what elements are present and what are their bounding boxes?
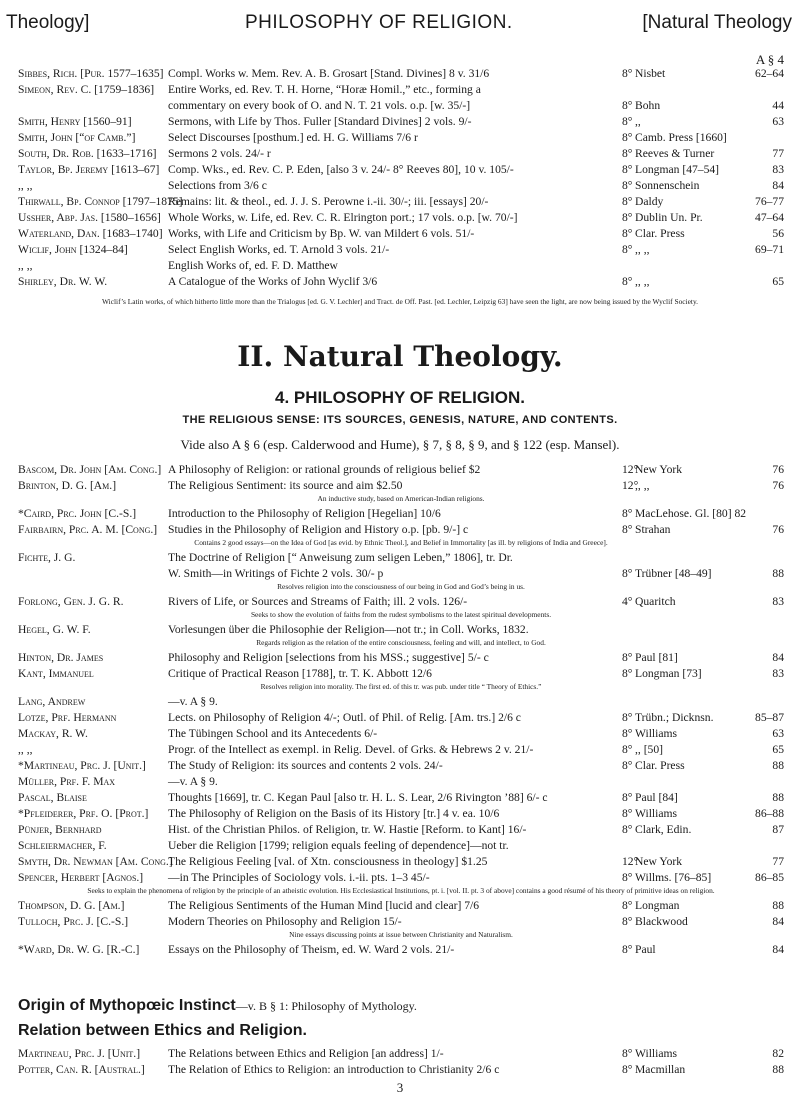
- entry-author: Fairbairn, Prc. A. M. [Cong.]: [18, 523, 158, 536]
- entry-publisher: Bohn: [635, 99, 661, 112]
- entry-author: Bascom, Dr. John [Am. Cong.]: [18, 463, 162, 476]
- entry-author: Thirwall, Bp. Connop [1797–1875]: [18, 195, 183, 208]
- entry-format: 12°: [622, 855, 639, 868]
- bibliography-entry: [18, 650, 784, 666]
- entry-author: Sibbes, Rich. [Pur. 1577–1635]: [18, 67, 164, 80]
- bibliography-entry: [18, 566, 784, 582]
- entry-format: 8°: [622, 807, 633, 820]
- top-entries: [18, 66, 784, 290]
- origin-ref: —v. B § 1: Philosophy of Mythology.: [235, 999, 417, 1013]
- entry-title: commentary on every book of O. and N. T. 21 vols. o.p. [w. 35/-]: [168, 99, 471, 112]
- entry-author: Potter, Can. R. [Austral.]: [18, 1063, 145, 1076]
- entry-title: Vorlesungen über die Philosophie der Religion—not tr.; in Coll. Works, 1832.: [168, 623, 529, 636]
- entry-title: Studies in the Philosophy of Religion and History o.p. [pb. 9/-] c: [168, 523, 469, 536]
- entry-format: 8°: [622, 179, 633, 192]
- entry-date: 84: [772, 915, 784, 928]
- entry-title: —in The Principles of Sociology vols. i.-ii. pts. 1–3 45/-: [168, 871, 430, 884]
- annotation-note: Seeks to explain the phenomena of religion by the principle of an atheistic evolution. His Ecclesiastical Institutions, pt. i. [vol. II. pt. 3 of above] contains a good résumé of his theory of primitive ideas on religion.: [87, 886, 715, 895]
- entry-format: 12°: [622, 463, 639, 476]
- entry-title: Philosophy and Religion [selections from his MSS.; suggestive] 5/- c: [168, 651, 489, 664]
- entry-author: Hegel, G. W. F.: [18, 623, 91, 636]
- entry-author: Simeon, Rev. C. [1759–1836]: [18, 83, 155, 96]
- entry-format: 8°: [622, 899, 633, 912]
- entry-format: 8°: [622, 651, 633, 664]
- entry-date: 88: [772, 791, 784, 804]
- entry-author: ,, ,,: [18, 179, 33, 192]
- entry-format: 8°: [622, 1047, 633, 1060]
- entry-date: 84: [772, 179, 784, 192]
- bibliography-entry: [18, 82, 784, 98]
- entry-publisher: Williams: [635, 1047, 678, 1060]
- entry-title: The Relations between Ethics and Religion [an address] 1/-: [168, 1047, 444, 1060]
- origin-heading: [18, 997, 417, 1015]
- bibliography-entry: [18, 854, 784, 870]
- entry-title: The Relation of Ethics to Religion: an introduction to Christianity 2/6 c: [168, 1063, 500, 1076]
- annotation-note: Resolves religion into the consciousness of our being in God and God’s being in us.: [277, 582, 525, 591]
- bibliography-entry: [18, 66, 784, 82]
- entry-author: Mackay, R. W.: [18, 727, 88, 740]
- bibliography-entry: [18, 870, 784, 886]
- entry-format: 8°: [622, 523, 633, 536]
- entry-author: Tulloch, Prc. J. [C.-S.]: [18, 915, 129, 928]
- entry-title: The Religious Sentiment: its source and aim $2.50: [168, 479, 403, 492]
- bibliography-entry: [18, 98, 784, 114]
- entry-date: 69–71: [755, 243, 784, 256]
- bibliography-entry: [18, 1062, 784, 1078]
- entry-publisher: New York: [635, 855, 683, 868]
- entry-publisher: Macmillan: [635, 1063, 686, 1076]
- entry-author: *Martineau, Prc. J. [Unit.]: [18, 759, 146, 772]
- entry-author: Thompson, D. G. [Am.]: [18, 899, 125, 912]
- entry-format: 8°: [622, 99, 633, 112]
- entry-date: 83: [772, 667, 784, 680]
- entry-title: W. Smith—in Writings of Fichte 2 vols. 30/- p: [168, 567, 384, 580]
- entry-publisher: Paul [81]: [635, 651, 678, 664]
- bibliography-entry: [18, 774, 784, 790]
- entry-date: 76–77: [755, 195, 784, 208]
- entry-format: 8°: [622, 195, 633, 208]
- bibliography-entry: [18, 942, 784, 958]
- entry-author: Smyth, Dr. Newman [Am. Cong.]: [18, 855, 173, 868]
- entry-format: 8°: [622, 915, 633, 928]
- entry-date: 86–88: [755, 807, 784, 820]
- bibliography-entry: [18, 1046, 784, 1062]
- vide-also: Vide also A § 6 (esp. Calderwood and Hume), § 7, § 8, § 9, and § 122 (esp. Mansel).: [180, 437, 620, 452]
- entry-title: Introduction to the Philosophy of Religion [Hegelian] 10/6: [168, 507, 441, 520]
- entry-date: 62–64: [755, 67, 784, 80]
- section-title: 4. PHILOSOPHY OF RELIGION.: [274, 388, 525, 407]
- entry-title: Works, with Life and Criticism by Bp. W. van Mildert 6 vols. 51/-: [168, 227, 475, 240]
- bibliography-entry: [18, 914, 784, 930]
- bibliography-entry: [18, 162, 784, 178]
- entry-date: 47–64: [755, 211, 784, 224]
- bibliography-entry: [18, 594, 784, 610]
- entry-date: 77: [772, 855, 784, 868]
- entry-author: Kant, Immanuel: [18, 667, 94, 680]
- entry-publisher: ,, ,,: [635, 479, 650, 492]
- entry-format: 8°: [622, 147, 633, 160]
- entry-date: 76: [772, 463, 784, 476]
- wiclif-note: Wiclif’s Latin works, of which hitherto little more than the Trialogus [ed. G. V. Lechler] and Tract. de Off. Past. [ed. Lechler, Leipzig 63] have seen the light, are now being issued by the Wyclif Society.: [101, 297, 699, 306]
- entry-publisher: Longman: [635, 899, 680, 912]
- entry-title: Whole Works, w. Life, ed. Rev. C. R. Elrington port.; 17 vols. o.p. [w. 70/-]: [168, 211, 518, 224]
- entry-format: 8°: [622, 163, 633, 176]
- entry-title: Lects. on Philosophy of Religion 4/-; Outl. of Phil. of Relig. [Am. trs.] 2/6 c: [168, 711, 521, 724]
- entry-date: 86–85: [755, 871, 784, 884]
- bibliography-entry: [18, 622, 784, 638]
- entry-title: Entire Works, ed. Rev. T. H. Horne, “Horæ Homil.,” etc., forming a: [168, 83, 481, 96]
- entry-title: The Philosophy of Religion on the Basis of its History [tr.] 4 v. ea. 10/6: [168, 807, 500, 820]
- entry-format: 8°: [622, 131, 633, 144]
- entry-title: Ueber die Religion [1799; religion equals feeling of dependence]—not tr.: [168, 839, 509, 852]
- entry-publisher: Williams: [635, 727, 678, 740]
- entry-title: A Catalogue of the Works of John Wyclif 3/6: [168, 275, 378, 288]
- entry-author: Lang, Andrew: [18, 695, 86, 708]
- entry-author: Brinton, D. G. [Am.]: [18, 479, 117, 492]
- entry-publisher: Nisbet: [635, 67, 666, 80]
- entry-date: 63: [772, 115, 784, 128]
- bibliography-entry: [18, 274, 784, 290]
- entry-author: Hinton, Dr. James: [18, 651, 104, 664]
- entry-date: 44: [772, 99, 784, 112]
- bibliography-entry: [18, 790, 784, 806]
- entry-title: Essays on the Philosophy of Theism, ed. W. Ward 2 vols. 21/-: [168, 943, 455, 956]
- entry-title: Sermons, with Life by Thos. Fuller [Standard Divines] 2 vols. 9/-: [168, 115, 472, 128]
- bibliography-entry: [18, 210, 784, 226]
- entry-author: Martineau, Prc. J. [Unit.]: [18, 1047, 141, 1060]
- entry-format: 8°: [622, 243, 633, 256]
- header-center: PHILOSOPHY OF RELIGION.: [245, 12, 513, 33]
- entry-title: —v. A § 9.: [168, 695, 218, 708]
- entry-title: Select English Works, ed. T. Arnold 3 vols. 21/-: [168, 243, 390, 256]
- entry-format: 8°: [622, 1063, 633, 1076]
- entry-title: Critique of Practical Reason [1788], tr. T. K. Abbott 12/6: [168, 667, 432, 680]
- annotation-note: Seeks to show the evolution of faiths from the rudest symbolisms to the latest spiritual developments.: [250, 610, 552, 619]
- entry-title: English Works of, ed. F. D. Matthew: [168, 259, 338, 272]
- section-ref: A § 4: [755, 52, 784, 67]
- page-number: 3: [396, 1080, 404, 1095]
- annotation-note: An inductive study, based on American-Indian religions.: [317, 494, 485, 503]
- entry-date: 82: [772, 1047, 784, 1060]
- entry-title: Select Discourses [posthum.] ed. H. G. Williams 7/6 r: [168, 131, 418, 144]
- bibliography-entry: [18, 522, 784, 538]
- bibliography-entry: [18, 666, 784, 682]
- entry-date: 88: [772, 1063, 784, 1076]
- bibliography-entry: [18, 194, 784, 210]
- entry-date: 84: [772, 943, 784, 956]
- entry-title: Progr. of the Intellect as exempl. in Relig. Devel. of Grks. & Hebrews 2 v. 21/-: [168, 743, 534, 756]
- entry-format: 8°: [622, 507, 633, 520]
- entry-title: Rivers of Life, or Sources and Streams of Faith; ill. 2 vols. 126/-: [168, 595, 468, 608]
- annotation-note: Contains 2 good essays—on the Idea of God [as evid. by Ethnic Theol.], and Belief in Immortality [as ill. by religions of India and Greece].: [194, 538, 608, 547]
- entry-date: 83: [772, 595, 784, 608]
- entry-publisher: Quaritch: [635, 595, 676, 608]
- bibliography-entry: [18, 114, 784, 130]
- entry-title: Sermons 2 vols. 24/- r: [168, 147, 271, 160]
- entry-author: Smith, John [“of Camb.”]: [18, 131, 136, 144]
- entry-author: Fichte, J. G.: [18, 551, 76, 564]
- entry-publisher: Willms. [76–85]: [635, 871, 712, 884]
- entry-publisher: Clar. Press: [635, 759, 685, 772]
- entry-author: ,, ,,: [18, 259, 33, 272]
- bibliography-entry: [18, 898, 784, 914]
- entry-author: Forlong, Gen. J. G. R.: [18, 595, 124, 608]
- entry-date: 88: [772, 759, 784, 772]
- entry-format: 8°: [622, 67, 633, 80]
- entry-date: 84: [772, 651, 784, 664]
- entry-format: 8°: [622, 727, 633, 740]
- entry-author: Spencer, Herbert [Agnos.]: [18, 871, 144, 884]
- entry-title: The Religious Feeling [val. of Xtn. consciousness in theology] $1.25: [168, 855, 488, 868]
- entry-publisher: ,, [50]: [635, 743, 664, 756]
- entry-date: 87: [772, 823, 784, 836]
- entry-title: Hist. of the Christian Philos. of Religion, tr. W. Hastie [Reform. to Kant] 16/-: [168, 823, 527, 836]
- header-left: Theology]: [6, 12, 90, 33]
- entry-publisher: Williams: [635, 807, 678, 820]
- entry-title: The Religious Sentiments of the Human Mind [lucid and clear] 7/6: [168, 899, 480, 912]
- relation-heading: Relation between Ethics and Religion.: [18, 1022, 307, 1039]
- entry-title: Comp. Wks., ed. Rev. C. P. Eden, [also 3 v. 24/- 8° Reeves 80], 10 v. 105/-: [168, 163, 514, 176]
- bibliography-entry: [18, 742, 784, 758]
- entry-title: Remains: lit. & theol., ed. J. J. S. Perowne i.-ii. 30/-; iii. [essays] 20/-: [168, 195, 489, 208]
- annotation-note: Resolves religion into morality. The first ed. of this tr. was pub. under title “ Theory of Ethics.”: [260, 682, 542, 691]
- entry-title: A Philosophy of Religion: or rational grounds of religious belief $2: [168, 463, 481, 476]
- entry-publisher: Trübner [48–49]: [635, 567, 712, 580]
- entry-publisher: MacLehose. Gl. [80] 82: [635, 507, 747, 520]
- bibliography-entry: [18, 130, 784, 146]
- entry-author: *Ward, Dr. W. G. [R.-C.]: [18, 943, 140, 956]
- entry-publisher: ,, ,,: [635, 243, 650, 256]
- bibliography-entry: [18, 242, 784, 258]
- bibliography-entry: [18, 806, 784, 822]
- entry-publisher: Sonnenschein: [635, 179, 700, 192]
- entry-format: 8°: [622, 211, 633, 224]
- entry-format: 8°: [622, 227, 633, 240]
- entry-date: 76: [772, 523, 784, 536]
- entry-format: 8°: [622, 823, 633, 836]
- bibliography-entry: [18, 146, 784, 162]
- bibliography-entry: [18, 822, 784, 838]
- entry-publisher: Clar. Press: [635, 227, 685, 240]
- entry-author: Schleiermacher, F.: [18, 839, 107, 852]
- entry-title: Thoughts [1669], tr. C. Kegan Paul [also tr. H. L. S. Lear, 2/6 Rivington ’88] 6/- c: [168, 791, 548, 804]
- bibliography-entry: [18, 226, 784, 242]
- origin-heading-text: Origin of Mythopœic Instinct: [18, 997, 236, 1014]
- entry-author: Smith, Henry [1560–91]: [18, 115, 132, 128]
- entry-author: Waterland, Dan. [1683–1740]: [18, 227, 163, 240]
- entry-author: Ussher, Abp. Jas. [1580–1656]: [18, 211, 161, 224]
- entry-publisher: Longman [73]: [635, 667, 702, 680]
- main-entries: [18, 462, 784, 958]
- bibliography-entry: [18, 550, 784, 566]
- entry-title: The Study of Religion: its sources and contents 2 vols. 24/-: [168, 759, 443, 772]
- entry-publisher: Longman [47–54]: [635, 163, 720, 176]
- entry-author: Lotze, Prf. Hermann: [18, 711, 117, 724]
- entry-title: The Doctrine of Religion [“ Anweisung zum seligen Leben,” 1806], tr. Dr.: [168, 551, 513, 564]
- bibliography-entry: [18, 726, 784, 742]
- bibliography-entry: [18, 758, 784, 774]
- entry-author: Pünjer, Bernhard: [18, 823, 102, 836]
- relation-entries: [18, 1046, 784, 1078]
- entry-publisher: Paul [84]: [635, 791, 678, 804]
- entry-title: The Tübingen School and its Antecedents 6/-: [168, 727, 378, 740]
- entry-author: ,, ,,: [18, 743, 33, 756]
- entry-format: 8°: [622, 871, 633, 884]
- entry-title: Compl. Works w. Mem. Rev. A. B. Grosart [Stand. Divines] 8 v. 31/6: [168, 67, 490, 80]
- entry-publisher: Blackwood: [635, 915, 688, 928]
- entry-publisher: ,,: [635, 115, 641, 128]
- entry-format: 8°: [622, 791, 633, 804]
- entry-author: South, Dr. Rob. [1633–1716]: [18, 147, 157, 160]
- entry-date: 88: [772, 899, 784, 912]
- entry-publisher: Daldy: [635, 195, 664, 208]
- entry-author: *Pfleiderer, Prf. O. [Prot.]: [18, 807, 149, 820]
- entry-date: 65: [772, 275, 784, 288]
- entry-format: 8°: [622, 711, 633, 724]
- entry-publisher: Trübn.; Dicknsn.: [635, 711, 714, 724]
- entry-publisher: ,, ,,: [635, 275, 650, 288]
- entry-date: 63: [772, 727, 784, 740]
- entry-date: 56: [772, 227, 784, 240]
- bibliography-entry: [18, 694, 784, 710]
- entry-publisher: Reeves & Turner: [635, 147, 715, 160]
- entry-publisher: New York: [635, 463, 683, 476]
- entry-publisher: Clark, Edin.: [635, 823, 692, 836]
- entry-date: 85–87: [755, 711, 784, 724]
- entry-author: *Caird, Prc. John [C.-S.]: [18, 507, 137, 520]
- entry-date: 88: [772, 567, 784, 580]
- entry-format: 8°: [622, 115, 633, 128]
- entry-date: 65: [772, 743, 784, 756]
- entry-format: 12°: [622, 479, 639, 492]
- entry-format: 8°: [622, 743, 633, 756]
- chapter-title: II. Natural Theology.: [237, 340, 563, 373]
- entry-date: 76: [772, 479, 784, 492]
- entry-author: Müller, Prf. F. Max: [18, 775, 116, 788]
- annotation-note: Regards religion as the relation of the entire consciousness, feeling and will, and intellect, to God.: [256, 638, 546, 647]
- bibliography-entry: [18, 178, 784, 194]
- bibliography-entry: [18, 838, 784, 854]
- entry-date: 77: [772, 147, 784, 160]
- bibliography-entry: [18, 710, 784, 726]
- bibliography-entry: [18, 506, 784, 522]
- entry-author: Wiclif, John [1324–84]: [18, 243, 128, 256]
- entry-title: Modern Theories on Philosophy and Religion 15/-: [168, 915, 402, 928]
- entry-format: 8°: [622, 667, 633, 680]
- bibliography-entry: [18, 478, 784, 494]
- entry-author: Pascal, Blaise: [18, 791, 87, 804]
- entry-publisher: Strahan: [635, 523, 671, 536]
- entry-format: 8°: [622, 275, 633, 288]
- entry-title: —v. A § 9.: [168, 775, 218, 788]
- header-right: [Natural Theology: [642, 12, 792, 33]
- entry-author: Taylor, Bp. Jeremy [1613–67]: [18, 163, 160, 176]
- annotation-note: Nine essays discussing points at issue between Christianity and Naturalism.: [289, 930, 513, 939]
- bibliography-entry: [18, 258, 784, 274]
- bibliography-entry: [18, 462, 784, 478]
- running-header: [0, 6, 800, 40]
- entry-format: 4°: [622, 595, 633, 608]
- entry-publisher: Dublin Un. Pr.: [635, 211, 703, 224]
- entry-format: 8°: [622, 943, 633, 956]
- subheading: THE RELIGIOUS SENSE: ITS SOURCES, GENESIS, NATURE, AND CONTENTS.: [182, 414, 618, 426]
- entry-format: 8°: [622, 759, 633, 772]
- entry-publisher: Camb. Press [1660]: [635, 131, 727, 144]
- entry-author: Shirley, Dr. W. W.: [18, 275, 108, 288]
- entry-title: Selections from 3/6 c: [168, 179, 267, 192]
- entry-format: 8°: [622, 567, 633, 580]
- entry-publisher: Paul: [635, 943, 656, 956]
- entry-date: 83: [772, 163, 784, 176]
